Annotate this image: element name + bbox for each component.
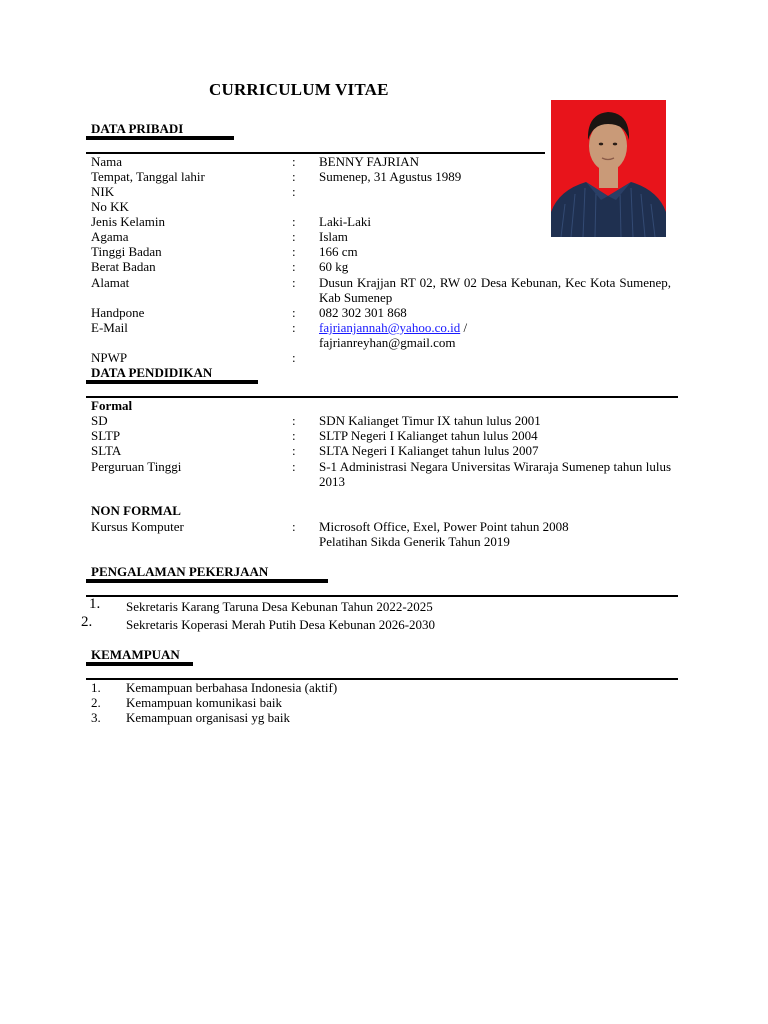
field-colon: :: [292, 184, 296, 199]
field-label: No KK: [91, 199, 129, 214]
kursus-line-1: Microsoft Office, Exel, Power Point tahun 2008: [319, 519, 569, 534]
list-item: Kemampuan komunikasi baik: [126, 695, 282, 710]
field-label: Nama: [91, 154, 123, 169]
field-colon: :: [292, 169, 296, 184]
list-number: 2.: [91, 695, 101, 710]
email-link[interactable]: fajrianjannah@yahoo.co.id: [319, 320, 461, 335]
field-label: SD: [91, 413, 108, 428]
page-title: CURRICULUM VITAE: [209, 80, 389, 99]
field-label: Handpone: [91, 305, 145, 320]
field-colon: :: [292, 154, 296, 169]
nonformal-subheading: NON FORMAL: [91, 503, 181, 518]
section-title-data-pendidikan: DATA PENDIDIKAN: [91, 365, 213, 380]
field-colon: :: [292, 413, 296, 428]
field-label: Berat Badan: [91, 259, 156, 274]
field-value: SDN Kalianget Timur IX tahun lulus 2001: [319, 413, 541, 428]
field-colon: :: [292, 259, 296, 274]
field-label: E-Mail: [91, 320, 128, 335]
field-value: 166 cm: [319, 244, 358, 259]
field-value: [319, 320, 671, 350]
field-label: SLTA: [91, 443, 122, 458]
list-number: 1.: [91, 680, 101, 695]
section-underline: [86, 380, 258, 384]
field-colon: :: [292, 214, 296, 229]
field-value: 60 kg: [319, 259, 349, 274]
field-label: Tinggi Badan: [91, 244, 162, 259]
section-underline: [86, 579, 328, 583]
list-item: Sekretaris Koperasi Merah Putih Desa Kebunan 2026-2030: [126, 617, 436, 632]
field-value: S-1 Administrasi Negara Universitas Wiraraja Sumenep tahun lulus 2013: [319, 459, 671, 489]
formal-subheading: Formal: [91, 398, 133, 413]
field-colon: :: [292, 519, 296, 534]
section-underline: [86, 662, 193, 666]
field-value: Laki-Laki: [319, 214, 371, 229]
field-label: Jenis Kelamin: [91, 214, 166, 229]
field-colon: :: [292, 244, 296, 259]
field-value: SLTA Negeri I Kalianget tahun lulus 2007: [319, 443, 539, 458]
field-label: Tempat, Tanggal lahir: [91, 169, 205, 184]
list-number: 2.: [81, 614, 93, 630]
field-colon: :: [292, 428, 296, 443]
email-separator: /: [460, 320, 468, 335]
field-colon: :: [292, 459, 296, 474]
field-value: Islam: [319, 229, 348, 244]
field-label: Agama: [91, 229, 129, 244]
section-underline: [86, 136, 234, 140]
list-item: Kemampuan berbahasa Indonesia (aktif): [126, 680, 338, 695]
list-item: Kemampuan organisasi yg baik: [126, 710, 291, 725]
field-label: Kursus Komputer: [91, 519, 184, 534]
email-secondary: fajrianreyhan@gmail.com: [319, 335, 456, 350]
kursus-line-2: Pelatihan Sikda Generik Tahun 2019: [319, 534, 510, 549]
field-colon: :: [292, 275, 296, 290]
field-label: Alamat: [91, 275, 130, 290]
list-number: 3.: [91, 710, 101, 725]
section-title-data-pribadi: DATA PRIBADI: [91, 121, 184, 136]
field-colon: :: [292, 305, 296, 320]
section-divider: [86, 595, 678, 597]
field-value: 082 302 301 868: [319, 305, 407, 320]
field-label: NPWP: [91, 350, 128, 365]
field-label: Perguruan Tinggi: [91, 459, 182, 474]
field-value: Sumenep, 31 Agustus 1989: [319, 169, 462, 184]
field-value: [319, 519, 671, 549]
field-label: SLTP: [91, 428, 121, 443]
field-colon: :: [292, 443, 296, 458]
list-item: Sekretaris Karang Taruna Desa Kebunan Tahun 2022-2025: [126, 599, 433, 614]
field-label: NIK: [91, 184, 115, 199]
field-colon: :: [292, 320, 296, 335]
field-colon: :: [292, 350, 296, 365]
field-value: Dusun Krajjan RT 02, RW 02 Desa Kebunan, Kec Kota Sumenep, Kab Sumenep: [319, 275, 671, 305]
section-divider: [86, 396, 678, 398]
list-number: 1.: [89, 596, 101, 612]
section-title-pengalaman: PENGALAMAN PEKERJAAN: [91, 564, 269, 579]
section-title-kemampuan: KEMAMPUAN: [91, 647, 180, 662]
field-value: BENNY FAJRIAN: [319, 154, 420, 169]
field-value: SLTP Negeri I Kalianget tahun lulus 2004: [319, 428, 538, 443]
field-colon: :: [292, 229, 296, 244]
